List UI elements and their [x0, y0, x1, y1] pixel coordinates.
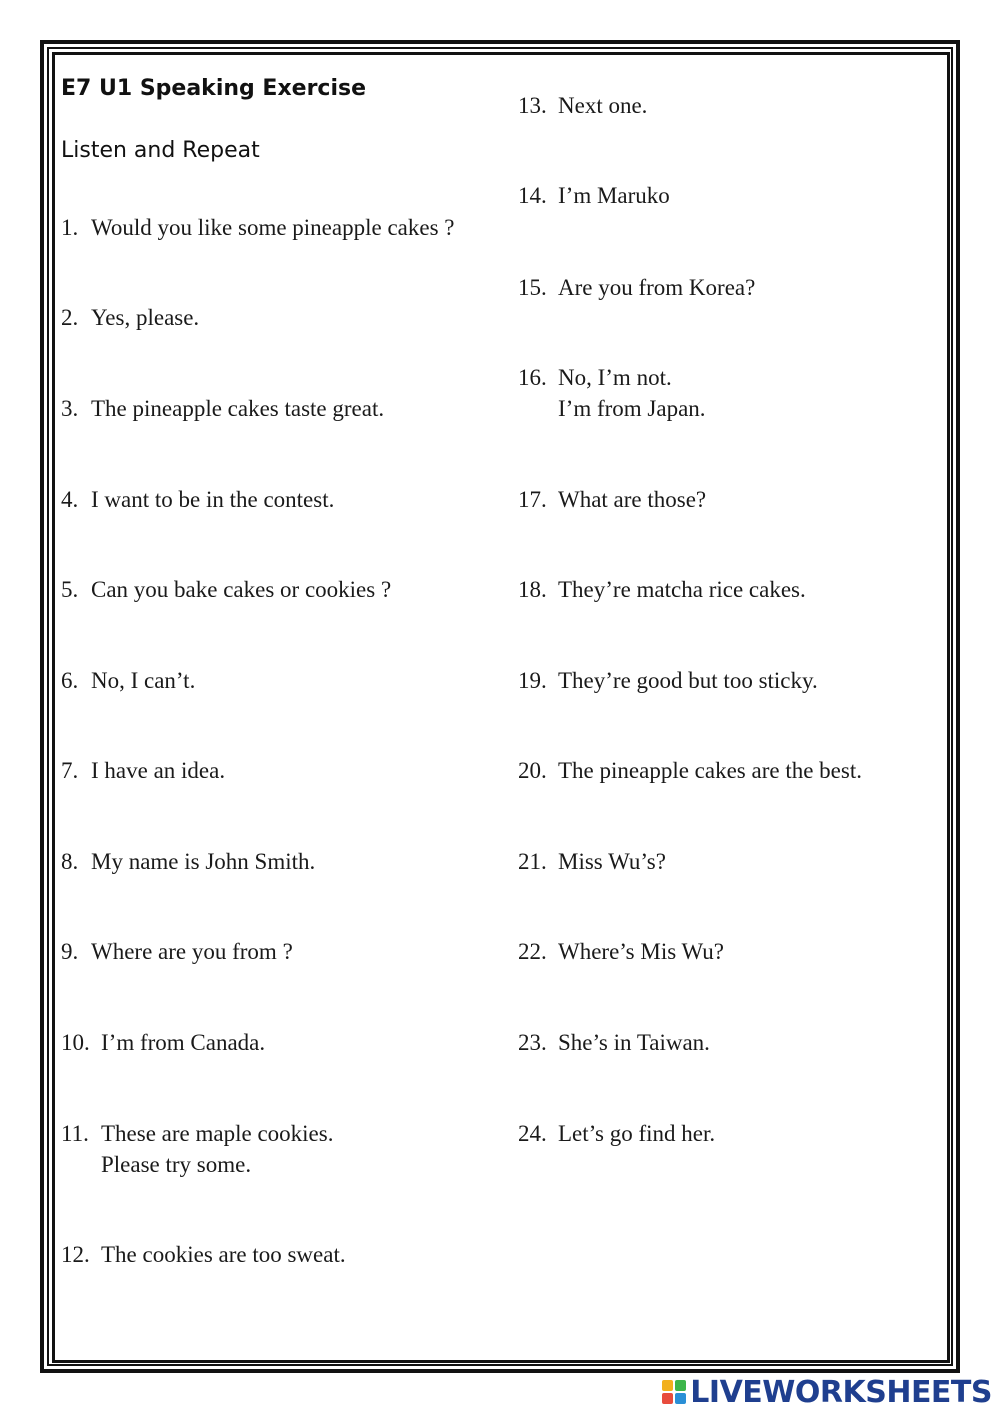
- item-sentence-line: Would you like some pineapple cakes ?: [91, 215, 455, 240]
- item-sentence-line: Miss Wu’s?: [558, 849, 666, 874]
- item-number: 4.: [61, 487, 79, 512]
- item-sentence: [558, 484, 706, 515]
- item-number: 20.: [518, 758, 547, 783]
- exercise-item-14: [518, 180, 670, 211]
- item-number: 1.: [61, 215, 79, 240]
- exercise-item-11: [61, 1118, 333, 1180]
- item-sentence: [91, 846, 315, 877]
- exercise-item-20: [518, 755, 862, 786]
- item-sentence: [91, 302, 199, 333]
- exercise-item-16: [518, 362, 706, 424]
- item-sentence-line: I’m Maruko: [558, 183, 670, 208]
- item-sentence-line: Yes, please.: [91, 305, 200, 330]
- item-number: 5.: [61, 577, 79, 602]
- liveworksheets-brand: [662, 1374, 992, 1410]
- exercise-item-23: [518, 1027, 710, 1058]
- item-number: 12.: [61, 1242, 90, 1267]
- item-sentence: [101, 1027, 265, 1058]
- item-sentence: [558, 574, 806, 605]
- item-sentence: [558, 846, 666, 877]
- item-number: 18.: [518, 577, 547, 602]
- item-sentence-line: Can you bake cakes or cookies ?: [91, 577, 392, 602]
- item-sentence-line: I have an idea.: [91, 758, 226, 783]
- exercise-item-9: [61, 936, 293, 967]
- item-sentence-line: The pineapple cakes taste great.: [91, 396, 385, 421]
- item-sentence-line: They’re good but too sticky.: [558, 668, 818, 693]
- item-sentence-line: The cookies are too sweat.: [101, 1242, 346, 1267]
- item-number: 19.: [518, 668, 547, 693]
- exercise-item-22: [518, 936, 724, 967]
- item-sentence-line: These are maple cookies.: [101, 1121, 334, 1146]
- item-number: 16.: [518, 365, 547, 390]
- exercise-item-2: [61, 302, 199, 333]
- exercise-item-7: [61, 755, 225, 786]
- item-sentence: [558, 1027, 710, 1058]
- item-number: 24.: [518, 1121, 547, 1146]
- item-sentence-line: Next one.: [558, 93, 648, 118]
- item-sentence-line: I want to be in the contest.: [91, 487, 335, 512]
- item-number: 3.: [61, 396, 79, 421]
- item-sentence-line: What are those?: [558, 487, 707, 512]
- item-number: 23.: [518, 1030, 547, 1055]
- item-sentence: [91, 936, 293, 967]
- exercise-item-24: [518, 1118, 715, 1149]
- item-number: 7.: [61, 758, 79, 783]
- item-sentence: [91, 574, 391, 605]
- exercise-item-3: [61, 393, 384, 424]
- item-sentence-line: No, I can’t.: [91, 668, 196, 693]
- item-number: 11.: [61, 1121, 89, 1146]
- item-sentence: [91, 393, 384, 424]
- item-sentence-line: She’s in Taiwan.: [558, 1030, 710, 1055]
- item-sentence-line: Are you from Korea?: [558, 275, 756, 300]
- item-number: 2.: [61, 305, 79, 330]
- item-sentence: [558, 180, 670, 211]
- item-number: 9.: [61, 939, 79, 964]
- worksheet-title: E7 U1 Speaking Exercise: [61, 76, 367, 101]
- item-sentence-line: Where are you from ?: [91, 939, 293, 964]
- item-sentence-line: They’re matcha rice cakes.: [558, 577, 806, 602]
- exercise-item-10: [61, 1027, 265, 1058]
- item-sentence: [101, 1118, 333, 1180]
- item-number: 10.: [61, 1030, 90, 1055]
- item-number: 17.: [518, 487, 547, 512]
- item-sentence: [558, 362, 706, 424]
- item-sentence: [558, 936, 724, 967]
- item-sentence: [91, 755, 225, 786]
- logo-square: [662, 1393, 673, 1404]
- brand-text: LIVEWORKSHEETS: [690, 1374, 992, 1410]
- item-number: 8.: [61, 849, 79, 874]
- exercise-item-15: [518, 272, 755, 303]
- exercise-item-4: [61, 484, 334, 515]
- item-sentence-line: The pineapple cakes are the best.: [558, 758, 862, 783]
- item-sentence: [558, 1118, 715, 1149]
- exercise-item-19: [518, 665, 818, 696]
- logo-square: [675, 1393, 686, 1404]
- item-number: 22.: [518, 939, 547, 964]
- item-sentence: [558, 90, 647, 121]
- item-sentence: [101, 1239, 346, 1270]
- exercise-item-1: [61, 212, 455, 243]
- item-sentence: [558, 272, 755, 303]
- item-number: 13.: [518, 93, 547, 118]
- item-sentence-line: Where’s Mis Wu?: [558, 939, 724, 964]
- exercise-item-8: [61, 846, 315, 877]
- exercise-item-5: [61, 574, 391, 605]
- exercise-item-6: [61, 665, 195, 696]
- item-sentence-line: No, I’m not.: [558, 365, 672, 390]
- item-sentence-line: I’m from Japan.: [558, 396, 706, 421]
- exercise-item-18: [518, 574, 806, 605]
- item-sentence: [91, 665, 195, 696]
- exercise-item-12: [61, 1239, 346, 1270]
- item-number: 15.: [518, 275, 547, 300]
- item-number: 14.: [518, 183, 547, 208]
- item-sentence: [91, 212, 455, 243]
- item-number: 21.: [518, 849, 547, 874]
- item-sentence: [558, 755, 862, 786]
- exercise-item-17: [518, 484, 706, 515]
- item-sentence-line: Let’s go find her.: [558, 1121, 716, 1146]
- worksheet-instruction: Listen and Repeat: [61, 138, 260, 163]
- liveworksheets-logo-icon: [662, 1380, 686, 1404]
- item-sentence-line: I’m from Canada.: [101, 1030, 266, 1055]
- logo-square: [662, 1380, 673, 1391]
- item-number: 6.: [61, 668, 79, 693]
- logo-square: [675, 1380, 686, 1391]
- item-sentence: [91, 484, 334, 515]
- item-sentence-line: My name is John Smith.: [91, 849, 316, 874]
- item-sentence: [558, 665, 818, 696]
- exercise-item-13: [518, 90, 647, 121]
- exercise-item-21: [518, 846, 666, 877]
- item-sentence-line: Please try some.: [101, 1152, 252, 1177]
